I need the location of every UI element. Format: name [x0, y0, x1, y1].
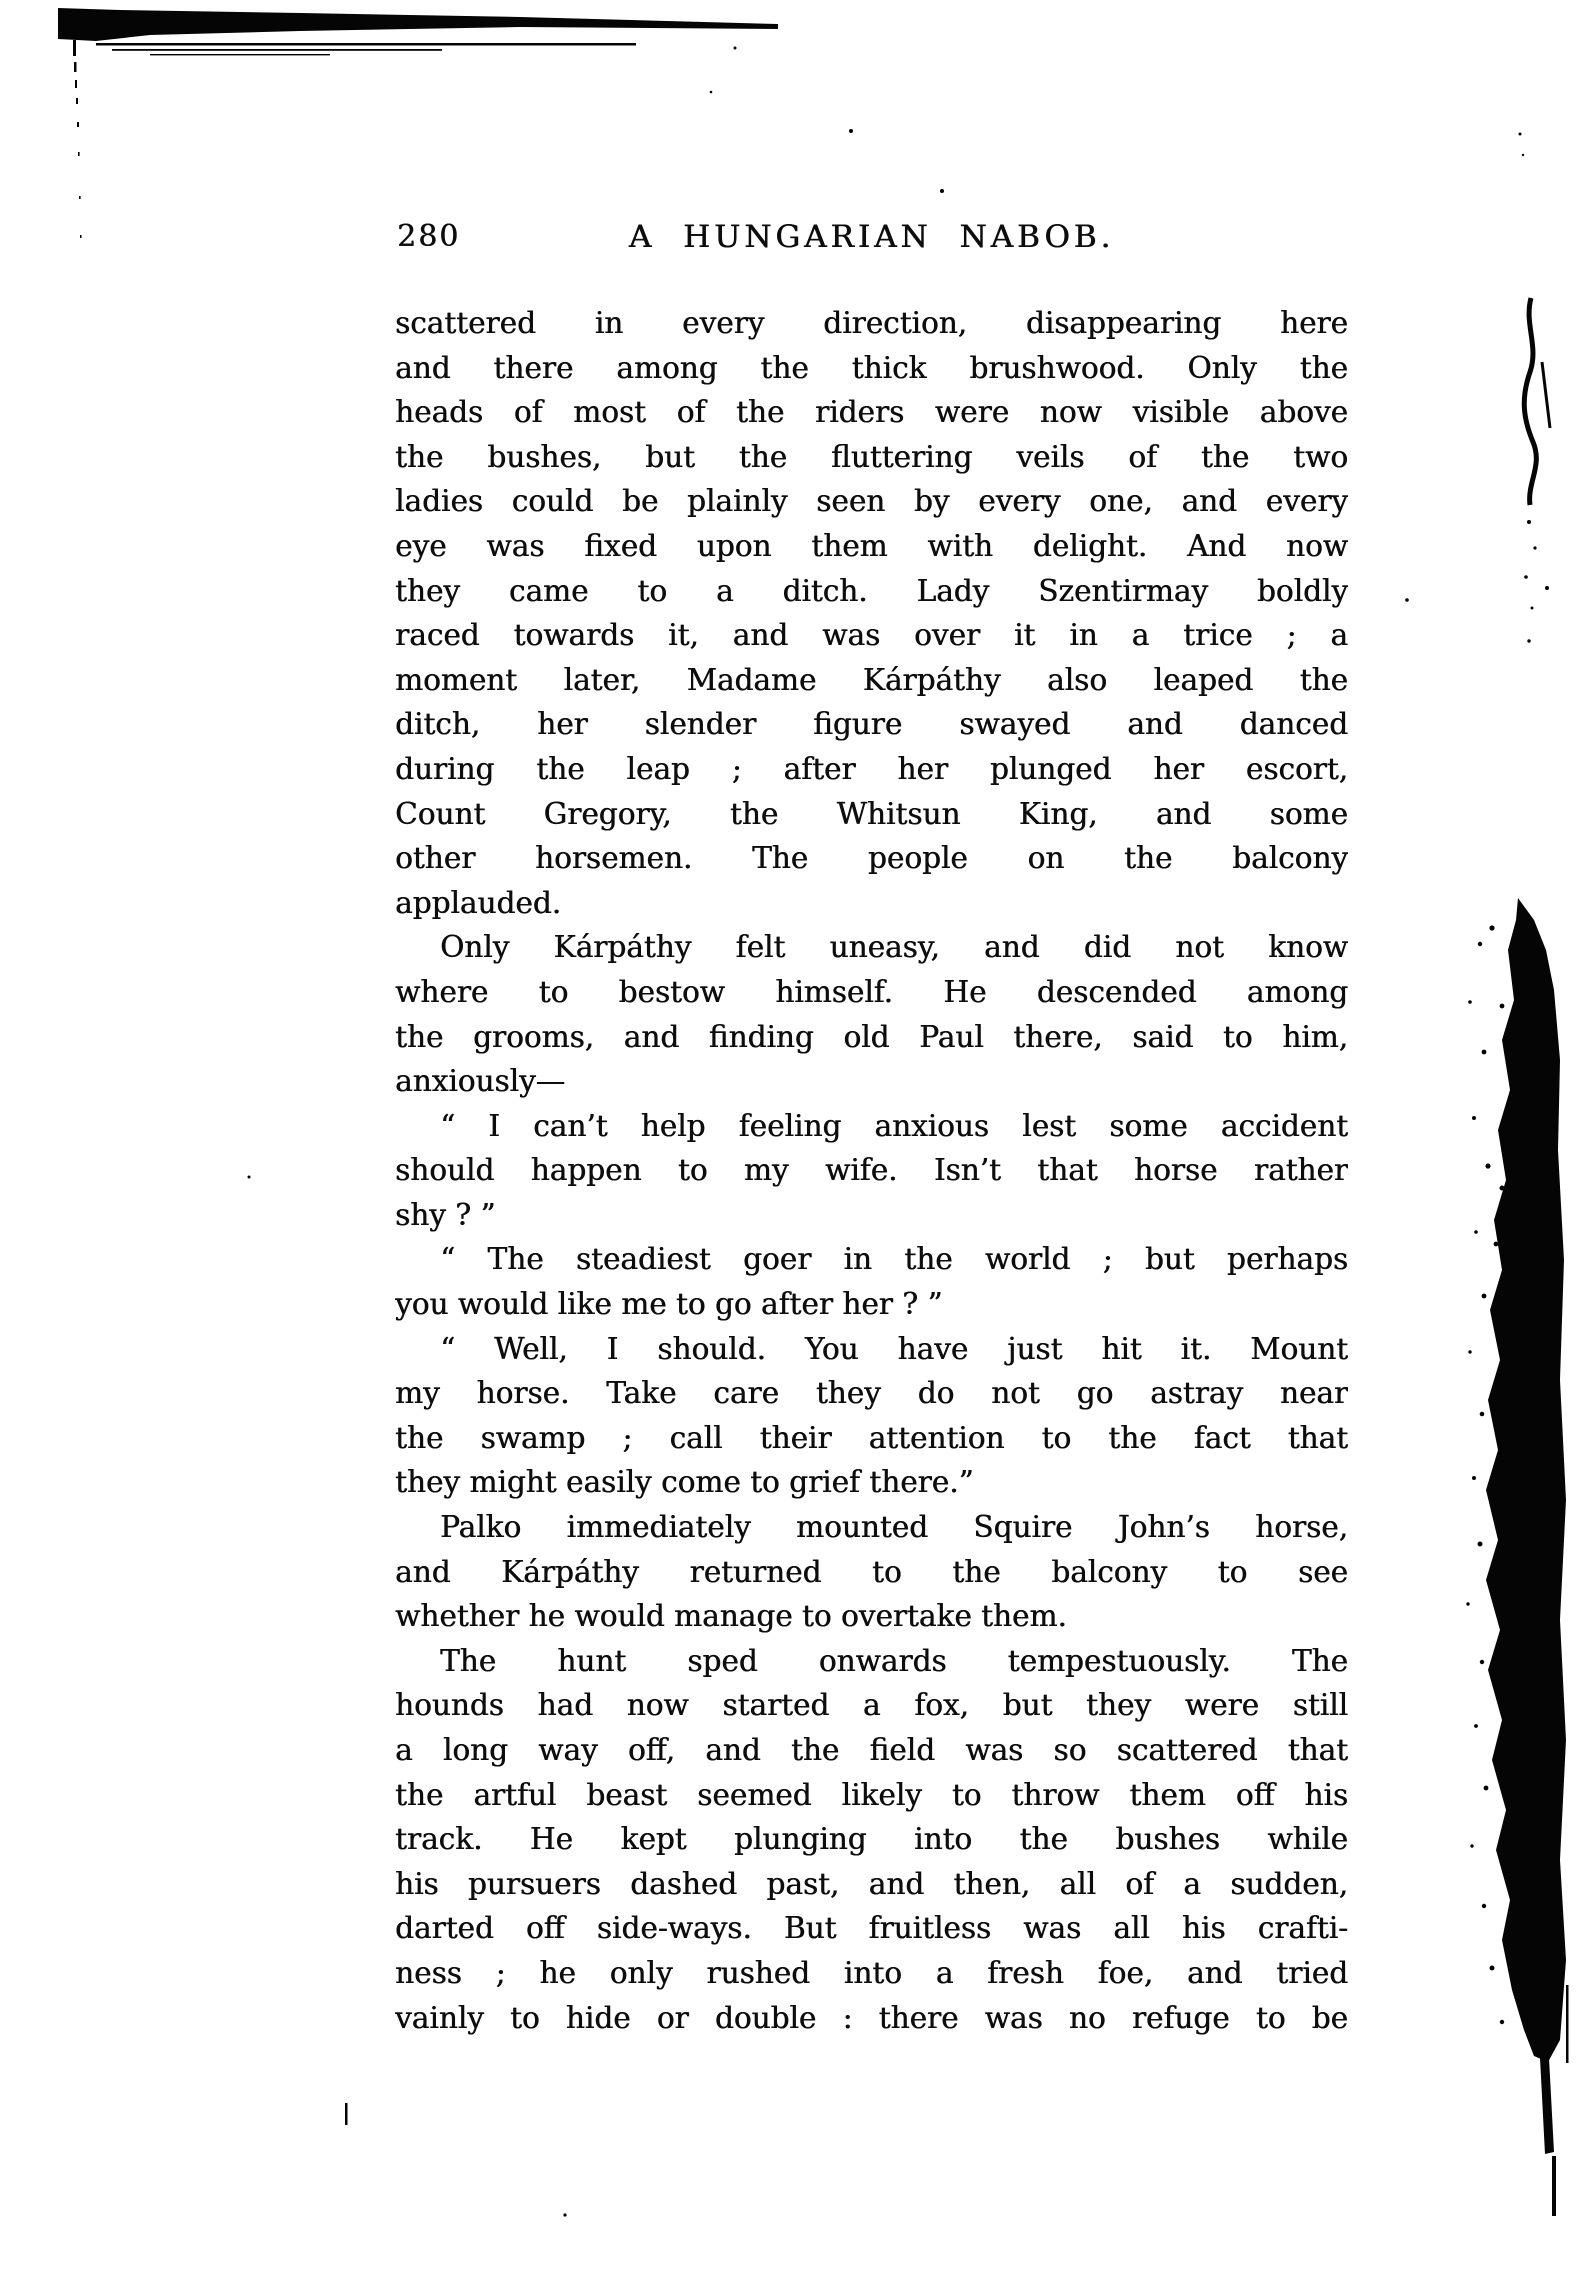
text-line: scattered in every direction, disappearing here: [395, 306, 1348, 340]
text-line: the artful beast seemed likely to throw them off his: [395, 1777, 1348, 1812]
text-line: vainly to hide or double : there was no refuge to be: [395, 2000, 1348, 2035]
text-line: heads of most of the riders were now visible above: [395, 395, 1348, 430]
text-line: Count Gregory, the Whitsun King, and some: [395, 796, 1348, 831]
left-margin-scratch-icon: [345, 2103, 348, 2125]
text-line: moment later, Madame Kárpáthy also leaped the: [395, 662, 1348, 697]
text-line: eye was fixed upon them with delight. And now: [395, 528, 1348, 563]
page-header: [395, 213, 1348, 261]
right-margin-ink-blotch-icon: [1466, 898, 1568, 2216]
text-line: you would like me to go after her ? ”: [395, 1287, 943, 1322]
text-line: anxiously—: [395, 1064, 566, 1099]
running-header-title: A HUNGARIAN NABOB.: [628, 219, 1115, 255]
text-line: Only Kárpáthy felt uneasy, and did not know: [440, 930, 1348, 965]
right-margin-ink-squiggle-icon: [1524, 298, 1550, 643]
top-edge-scan-band-icon: [58, 8, 778, 238]
text-line: hounds had now started a fox, but they were still: [395, 1688, 1348, 1723]
text-line: The hunt sped onwards tempestuously. The: [440, 1643, 1348, 1678]
text-line: they might easily come to grief there.”: [395, 1465, 974, 1500]
text-line: ness ; he only rushed into a fresh foe, and tried: [395, 1955, 1348, 1990]
text-line: they came to a ditch. Lady Szentirmay boldly: [395, 573, 1348, 608]
text-line: the swamp ; call their attention to the fact that: [395, 1420, 1348, 1455]
text-line: my horse. Take care they do not go astray near: [395, 1376, 1348, 1411]
text-line: should happen to my wife. Isn’t that horse rather: [395, 1153, 1348, 1188]
text-line: darted off side-ways. But fruitless was all his crafti-: [395, 1911, 1348, 1946]
text-line: the grooms, and finding old Paul there, said to him,: [395, 1019, 1348, 1054]
text-line: track. He kept plunging into the bushes while: [395, 1822, 1348, 1857]
text-line: “ Well, I should. You have just hit it. Mount: [440, 1331, 1348, 1366]
text-line: ditch, her slender figure swayed and danced: [395, 707, 1348, 742]
text-line: “ The steadiest goer in the world ; but perhaps: [440, 1242, 1348, 1277]
text-line: applauded.: [395, 885, 561, 920]
page-number: 280: [397, 219, 461, 254]
text-line: shy ? ”: [395, 1197, 496, 1232]
text-line: and there among the thick brushwood. Only the: [395, 350, 1348, 385]
text-line: other horsemen. The people on the balcony: [395, 841, 1348, 876]
text-line: where to bestow himself. He descended among: [395, 974, 1348, 1009]
text-line: raced towards it, and was over it in a trice ; a: [395, 618, 1348, 653]
text-line: and Kárpáthy returned to the balcony to see: [395, 1554, 1348, 1589]
text-line: “ I can’t help feeling anxious lest some accident: [440, 1108, 1348, 1143]
text-line: the bushes, but the fluttering veils of the two: [395, 439, 1348, 474]
body-text: [395, 301, 1348, 2040]
text-line: ladies could be plainly seen by every one, and every: [395, 484, 1348, 519]
text-line: a long way off, and the field was so scattered that: [395, 1733, 1348, 1767]
text-line: Palko immediately mounted Squire John’s horse,: [440, 1510, 1348, 1545]
text-line: whether he would manage to overtake them.: [395, 1599, 1067, 1634]
text-line: his pursuers dashed past, and then, all of a sudden,: [395, 1866, 1348, 1901]
text-line: during the leap ; after her plunged her escort,: [395, 751, 1348, 786]
